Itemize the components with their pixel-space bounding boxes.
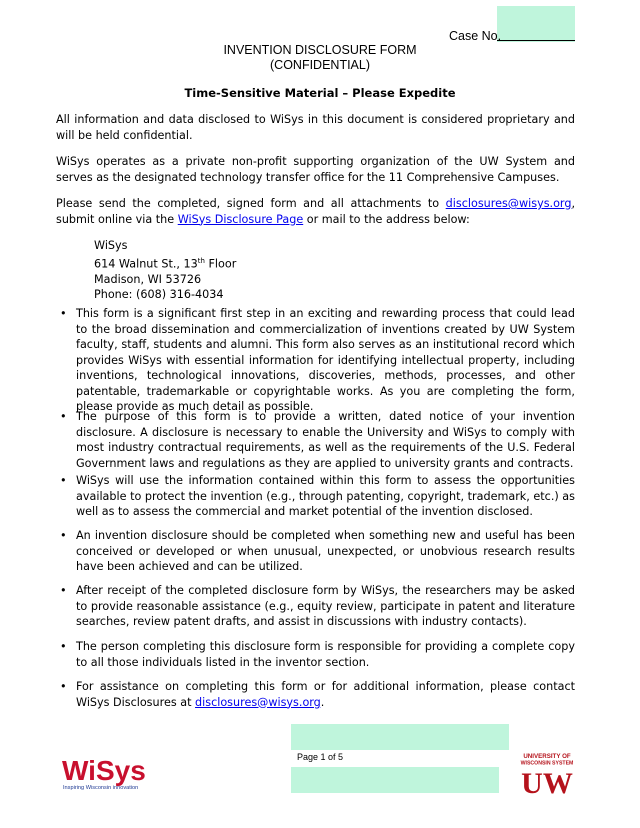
list-item: • For assistance on completing this form or for additional information, please contact WiSys Disclosures at disclosures@wisys.org. bbox=[60, 680, 575, 709]
uw-logo-line1: UNIVERSITY OF bbox=[523, 753, 571, 760]
bullet-icon: • bbox=[60, 307, 67, 320]
uw-logo-letters: UW bbox=[521, 767, 573, 794]
list-item: • This form is a significant first step in an exciting and rewarding process that could lead to the broad dissemination and commercialization of inventions created by UW System faculty, staff, students and alumni. This form also serves as an institutional record which provides WiSys with essential information for identifying intellectual property, including inventions, technological innovations, discoveries, methods, processes, and other patentable, trademarkable or copyrightable works. As you are completing the form, please provide as much detail as possible. bbox=[60, 307, 575, 413]
wisys-logo-text: WiSys bbox=[62, 755, 146, 786]
form-title-line2: (CONFIDENTIAL) bbox=[270, 58, 370, 72]
footer-highlight-field[interactable] bbox=[291, 767, 499, 793]
email-link[interactable]: disclosures@wisys.org bbox=[195, 695, 321, 709]
address-phone: Phone: (608) 316-4034 bbox=[94, 288, 224, 302]
address-city: Madison, WI 53726 bbox=[94, 272, 202, 286]
bullet-icon: • bbox=[60, 584, 67, 597]
form-subtitle: Time-Sensitive Material – Please Expedite bbox=[184, 86, 456, 100]
mailing-address bbox=[94, 238, 236, 303]
form-title bbox=[0, 43, 640, 73]
bullet-icon: • bbox=[60, 529, 67, 542]
bullet-icon: • bbox=[60, 474, 67, 487]
list-item: • After receipt of the completed disclosure form by WiSys, the researchers may be asked to provide reasonable assistance (e.g., equity review, participate in patent and literature searches, review patent drafts, and assist in discussions with industry contacts). bbox=[60, 584, 575, 628]
case-number-underline bbox=[497, 40, 575, 41]
case-number-field[interactable] bbox=[497, 6, 575, 42]
list-item: • An invention disclosure should be completed when something new and useful has been conceived or developed or when unusual, unexpected, or unobvious research results have been achieved and can be utilized. bbox=[60, 529, 575, 573]
address-name: WiSys bbox=[94, 239, 128, 252]
email-link[interactable]: disclosures@wisys.org bbox=[445, 197, 572, 210]
bullet-icon: • bbox=[60, 680, 67, 693]
wisys-logo bbox=[62, 752, 146, 792]
intro-paragraph-2: WiSys operates as a private non-profit supporting organization of the UW System and serves as the designated technology transfer office for the 11 Comprehensive Campuses. bbox=[56, 155, 575, 184]
list-item: • The purpose of this form is to provide a written, dated notice of your invention disclosure. A disclosure is necessary to enable the University and WiSys to comply with most industry contractual requirements, as well as the requirements of the U.S. Federal Government laws and regulations as they are applied to university grants and contracts. bbox=[60, 410, 575, 470]
form-title-line1: INVENTION DISCLOSURE FORM bbox=[223, 43, 417, 57]
intro-paragraph-1: All information and data disclosed to WiSys in this document is considered proprietary and will be held confidential. bbox=[56, 113, 575, 142]
disclosure-page-link[interactable]: WiSys Disclosure Page bbox=[177, 212, 304, 226]
list-item: • The person completing this disclosure form is responsible for providing a complete copy to all those individuals listed in the inventor section. bbox=[60, 640, 575, 669]
case-number-label: Case No. bbox=[449, 29, 502, 43]
page-number: Page 1 of 5 bbox=[297, 752, 344, 762]
list-item: • WiSys will use the information contained within this form to assess the opportunities available to protect the invention (e.g., through patenting, copyright, trademark, etc.) as well as to assess the commercial and market potential of the invention disclosed. bbox=[60, 474, 575, 518]
intro-paragraph-3: Please send the completed, signed form and all attachments to disclosures@wisys.org, submit online via the WiSys Disclosure Page or mail to the address below: bbox=[56, 197, 575, 226]
address-street: 614 Walnut St., 13th Floor bbox=[94, 256, 237, 271]
uw-logo-line2: WISCONSIN SYSTEM bbox=[520, 760, 574, 767]
bullet-icon: • bbox=[60, 640, 67, 653]
footer-highlight-field[interactable] bbox=[291, 724, 509, 750]
uw-system-logo bbox=[519, 752, 575, 794]
bullet-icon: • bbox=[60, 410, 67, 423]
wisys-tagline: Inspiring Wisconsin innovation bbox=[63, 785, 139, 791]
